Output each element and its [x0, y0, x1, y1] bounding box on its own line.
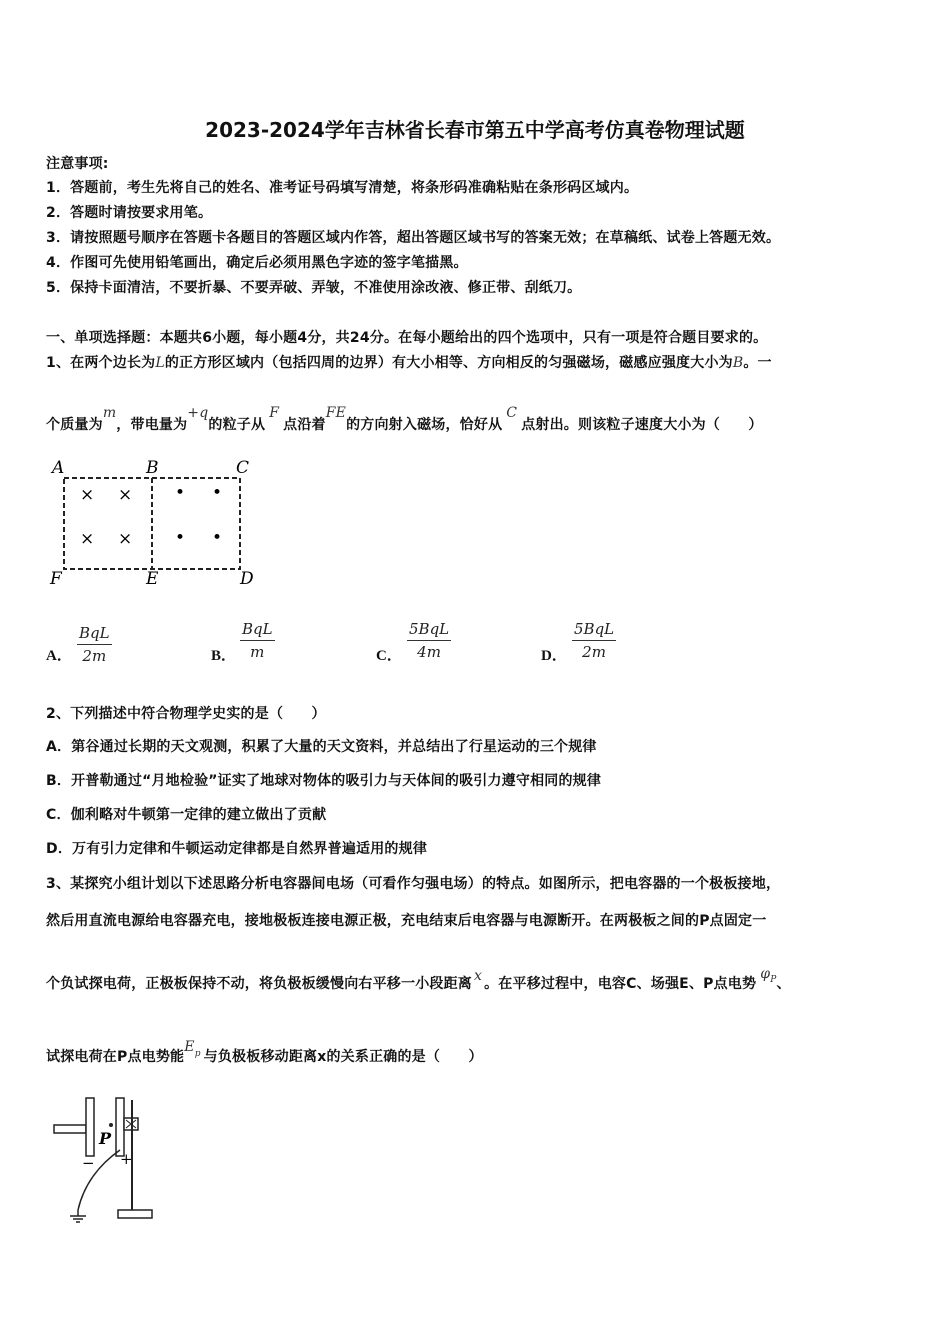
q1-option-letter: B．	[211, 648, 237, 664]
q1-option-letter: C．	[376, 648, 402, 664]
cross-icon: ×	[80, 529, 95, 549]
symbol-FE: FE	[325, 405, 347, 421]
q2-option: C．伽利略对牛顿第一定律的建立做出了贡献	[46, 807, 327, 823]
label-C: C	[236, 458, 250, 478]
notice-heading: 注意事项:	[46, 156, 109, 172]
notice-item: 5．保持卡面清洁，不要折暴、不要弄破、弄皱，不准使用涂改液、修正带、刮纸刀。	[46, 280, 582, 296]
symbol-C: C	[506, 405, 518, 421]
symbol-F: F	[269, 405, 280, 421]
dot-icon: •	[175, 528, 186, 548]
negative-plate	[86, 1098, 94, 1156]
notice-item: 2．答题时请按要求用笔。	[46, 205, 213, 221]
q1-option-letter: D．	[541, 648, 567, 664]
q1-option-c-fraction: 5BqL 4m	[409, 620, 450, 661]
q3-line3: 个负试探电荷，正极板保持不动，将负极板缓慢向右平移一小段距离 x 。在平移过程中，电容C、场强E、P点电势$\varphi^P$、	[46, 966, 791, 992]
symbol-L: L	[155, 355, 165, 371]
plus-sign: +	[120, 1150, 133, 1168]
q1-line2: 个质量为m，带电量为+q的粒子从F点沿着FE的方向射入磁场，恰好从C点射出。则该粒子速度大小为（ ）	[46, 405, 763, 433]
plate-handle	[54, 1125, 86, 1133]
cross-icon: ×	[80, 485, 95, 505]
symbol-E-subscript: p	[194, 1049, 201, 1059]
minus-sign: −	[82, 1154, 95, 1172]
cross-icon: ×	[118, 529, 133, 549]
symbol-x: x	[474, 968, 483, 984]
q2-stem: 2、下列描述中符合物理学史实的是（ ）	[46, 706, 326, 722]
stand-base	[118, 1210, 152, 1218]
q3-line2: 然后用直流电源给电容器充电，接地极板连接电源正极，充电结束后电容器与电源断开。在两极板之间的P点固定一	[46, 913, 767, 929]
dot-icon: •	[212, 483, 223, 503]
notice-item: 1．答题前，考生先将自己的姓名、准考证号码填写清楚，将条形码准确粘贴在条形码区域内。	[46, 180, 639, 196]
q1-option-letter: A．	[46, 648, 72, 664]
label-D: D	[240, 569, 254, 589]
label-B: B	[146, 458, 159, 478]
magnetic-field-diagram	[44, 456, 264, 590]
symbol-phi-subscript: P	[770, 975, 777, 985]
dot-icon: •	[212, 528, 223, 548]
symbol-B: B	[732, 355, 744, 371]
q2-option: A．第谷通过长期的天文观测，积累了大量的天文资料，并总结出了行星运动的三个规律	[46, 739, 597, 755]
q2-option: D．万有引力定律和牛顿运动定律都是自然界普遍适用的规律	[46, 841, 428, 857]
notice-item: 4．作图可先使用铅笔画出，确定后必须用黑色字迹的签字笔描黑。	[46, 255, 468, 271]
label-F: F	[50, 569, 62, 589]
positive-plate	[116, 1098, 124, 1156]
q1-option-d-fraction: 5BqL 2m	[574, 620, 615, 661]
cross-icon: ×	[118, 485, 133, 505]
capacitor-diagram	[50, 1092, 170, 1227]
label-P: P	[99, 1129, 112, 1148]
q1-option-a-fraction: BqL 2m	[79, 624, 110, 665]
q3-line4: 试探电荷在P点电势能$E^p$ 与负极板移动距离x的关系正确的是（ ）	[46, 1039, 483, 1065]
q2-option: B．开普勒通过“月地检验”证实了地球对物体的吸引力与天体间的吸引力遵守相同的规律	[46, 773, 602, 789]
q3-line1: 3、某探究小组计划以下述思路分析电容器间电场（可看作匀强电场）的特点。如图所示，把电容器的一个极板接地，	[46, 876, 781, 892]
symbol-E: E	[184, 1039, 195, 1055]
q1-option-b-fraction: BqL m	[242, 620, 273, 661]
point-p	[109, 1123, 113, 1127]
q1-line1: 1、在两个边长为L的正方形区域内（包括四周的边界）有大小相等、方向相反的匀强磁场，磁感应强度大小为B。一	[46, 355, 772, 371]
symbol-q: +q	[187, 405, 209, 421]
dot-icon: •	[175, 483, 186, 503]
symbol-phi: φ	[760, 966, 771, 982]
symbol-m: m	[102, 405, 117, 421]
page-title: 2023-2024学年吉林省长春市第五中学高考仿真卷物理试题	[205, 118, 745, 142]
notice-item: 3．请按照题号顺序在答题卡各题目的答题区域内作答，超出答题区域书写的答案无效；在草稿纸、试卷上答题无效。	[46, 230, 781, 246]
label-E: E	[146, 569, 159, 589]
label-A: A	[52, 458, 65, 478]
section-header: 一、单项选择题：本题共6小题，每小题4分，共24分。在每小题给出的四个选项中，只有一项是符合题目要求的。	[46, 330, 768, 346]
